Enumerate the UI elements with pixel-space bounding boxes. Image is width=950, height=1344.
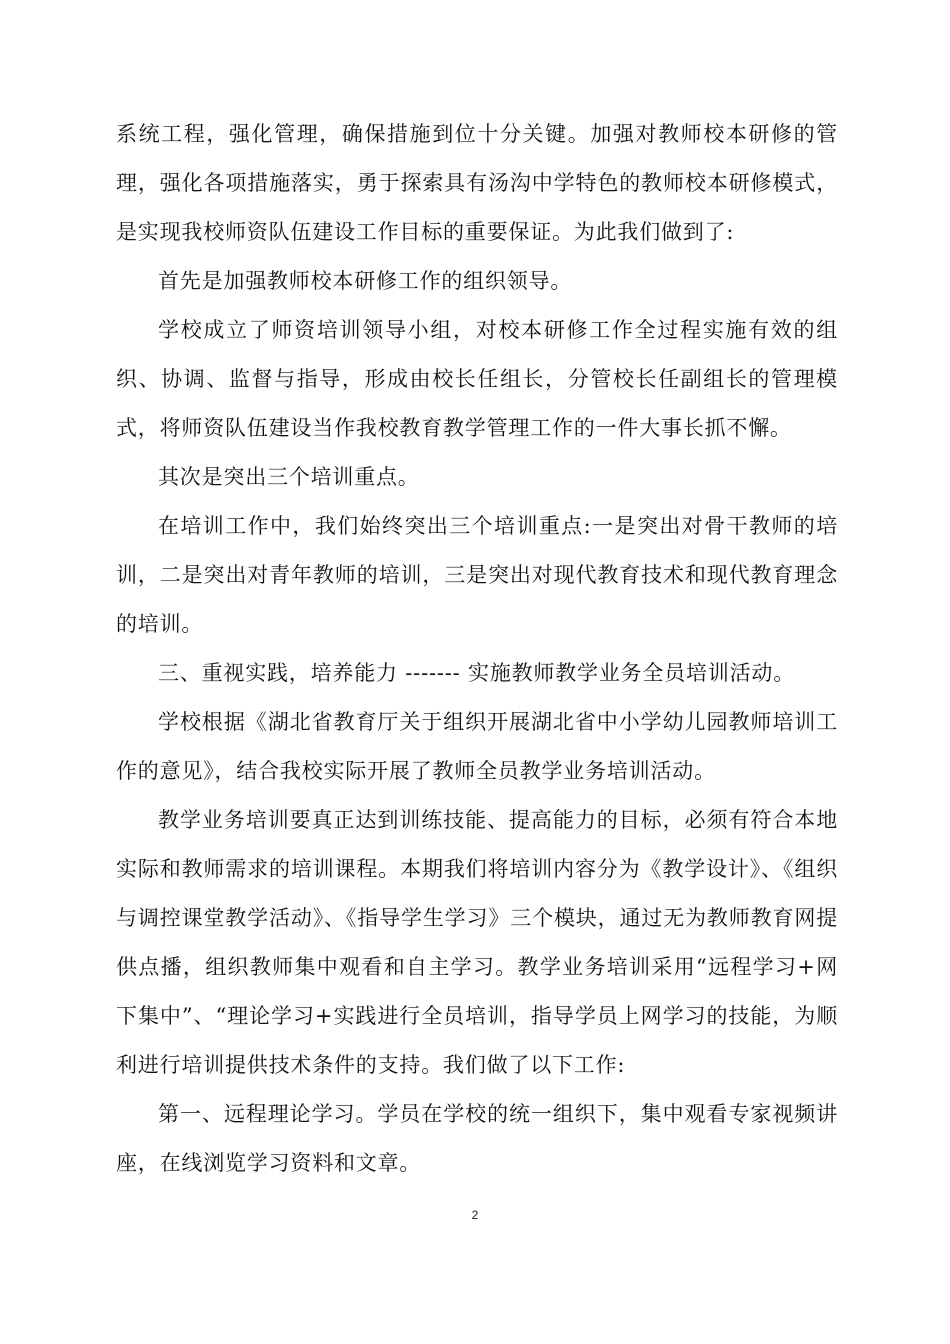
paragraph-9: 第一、远程理论学习。学员在学校的统一组织下，集中观看专家视频讲座，在线浏览学习资料和文章。 [116,1102,838,1175]
paragraph-2: 首先是加强教师校本研修工作的组织领导。 [158,269,573,293]
paragraph-5: 在培训工作中，我们始终突出三个培训重点:一是突出对骨干教师的培训，二是突出对青年教师的培训，三是突出对现代教育技术和现代教育理念的培训。 [116,514,838,636]
paragraph-4: 其次是突出三个培训重点。 [158,465,420,489]
paragraph-1: 系统工程，强化管理，确保措施到位十分关键。加强对教师校本研修的管理，强化各项措施落实，勇于探索具有汤沟中学特色的教师校本研修模式，是实现我校师资队伍建设工作目标的重要保证。为此我们做到了: [116,122,838,244]
page-number: 2 [471,1208,479,1222]
document-body [116,110,838,1188]
paragraph-6: 三、重视实践，培养能力 ------- 实施教师教学业务全员培训活动。 [158,661,796,685]
paragraph-7: 学校根据《湖北省教育厅关于组织开展湖北省中小学幼儿园教师培训工作的意见》，结合我校实际开展了教师全员教学业务培训活动。 [116,710,838,783]
paragraph-3: 学校成立了师资培训领导小组，对校本研修工作全过程实施有效的组织、协调、监督与指导，形成由校长任组长，分管校长任副组长的管理模式，将师资队伍建设当作我校教育教学管理工作的一件大事长抓不懈。 [116,318,838,440]
paragraph-8: 教学业务培训要真正达到训练技能、提高能力的目标，必须有符合本地实际和教师需求的培训课程。本期我们将培训内容分为《教学设计》、《组织与调控课堂教学活动》、《指导学生学习》三个模块，通过无为教师教育网提供点播，组织教师集中观看和自主学习。教学业务培训采用“远程学习+网下集中”、“理论学习+实践进行全员培训，指导学员上网学习的技能，为顺利进行培训提供技术条件的支持。我们做了以下工作: [116,808,838,1077]
